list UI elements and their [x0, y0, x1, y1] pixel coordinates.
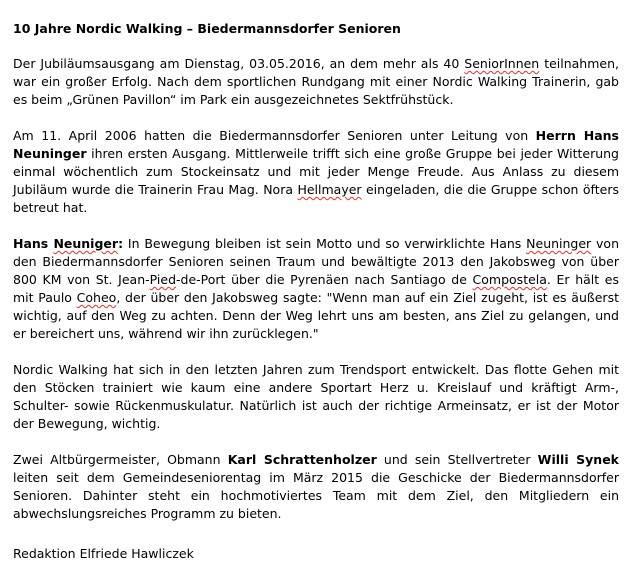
text-run: eingeladen, die die Gruppe schon öfters betreut hat. [13, 182, 619, 215]
text-run: von den Biedermannsdorfer Senioren seinen Traum und bewältigte 2013 den Jakobsweg von über 800 KM von St. Jean- [13, 236, 619, 287]
text-run: : [118, 236, 124, 251]
bold-name: Herrn Hans Neuninger [13, 128, 619, 161]
paragraph-hans-neuniger [13, 235, 619, 343]
bold-name: Willi Synek [537, 452, 619, 467]
text-run: -de-Port über die Pyrenäen nach Santiago de [176, 272, 473, 287]
spellcheck-word: Neuninger [526, 236, 592, 251]
spellcheck-word: SeniorInnen [464, 56, 540, 71]
paragraph-leadership [13, 451, 619, 523]
text-run: In Bewegung bleiben ist sein Motto und so verwirklichte Hans [123, 236, 527, 251]
text-run: . Er hält es mit Paulo [13, 272, 620, 305]
document-title: 10 Jahre Nordic Walking – Biedermannsdorfer Senioren [13, 21, 401, 36]
text-run: und sein Stellvertreter [376, 452, 538, 467]
text-run: Zwei Altbürgermeister, Obmann [13, 452, 228, 467]
spellcheck-word: Hellmayer [297, 182, 362, 197]
text-run: Am 11. April 2006 hatten die Biedermannsdorfer Senioren unter Leitung von [13, 128, 536, 143]
spellcheck-word: Coheo [76, 290, 117, 305]
spellcheck-word: Neuniger [53, 236, 119, 251]
text-run: Der Jubiläumsausgang am Dienstag, 03.05.2016, an dem mehr als 40 [13, 56, 465, 71]
bold-name: Karl Schrattenholzer [227, 452, 377, 467]
text-run: teilnahmen, war ein großer Erfolg. Nach dem sportlichen Rundgang mit einer Nordic Walking Trainerin, gab es beim „Grünen Pavillon“ im Park ein ausgezeichnetes Sektfrühstück. [13, 56, 619, 107]
signature-line: Redaktion Elfriede Hawliczek [13, 546, 194, 561]
text-run: Nordic Walking hat sich in den letzten Jahren zum Trendsport entwickelt. Das flotte Gehen mit den Stöcken trainiert wie kaum eine andere Sportart Herz u. Kreislauf und kräftigt Arm-, Schulter- sowie Rückenmuskulatur. Natürlich ist auch der richtige Armeinsatz, er ist der Motor der Bewegung, wichtig. [13, 362, 619, 431]
text-run: ihren ersten Ausgang. Mittlerweile trifft sich eine große Gruppe bei jeder Witterung einmal wöchentlich zum Stockeinsatz und mit jeder Menge Freude. Aus Anlass zu diesem Jubiläum wurde die Trainerin Frau Mag. Nora [13, 146, 619, 197]
text-run: , der über den Jakobsweg sagte: "Wenn man auf ein Ziel zugeht, ist es äußerst wichtig, auf den Weg zu achten. Denn der Weg lehrt uns am besten, ans Ziel zu gelangen, und er bereichert uns, während wir ihn zurücklegen." [13, 290, 619, 341]
paragraph-history [13, 127, 619, 217]
text-run: leiten seit dem Gemeindeseniorentag im März 2015 die Geschicke der Biedermannsdorfer Senioren. Dahinter steht ein hochmotiviertes Team mit dem Ziel, den Mitgliedern ein abwechslungsreiches Programm zu bieten. [13, 470, 619, 521]
paragraph-anniversary [13, 55, 619, 109]
bold-name [13, 236, 123, 251]
spellcheck-word: Compostela [472, 272, 547, 287]
spellcheck-word: Pied [149, 272, 177, 287]
text-run: Hans [13, 236, 54, 251]
paragraph-nordic-walking [13, 361, 619, 433]
